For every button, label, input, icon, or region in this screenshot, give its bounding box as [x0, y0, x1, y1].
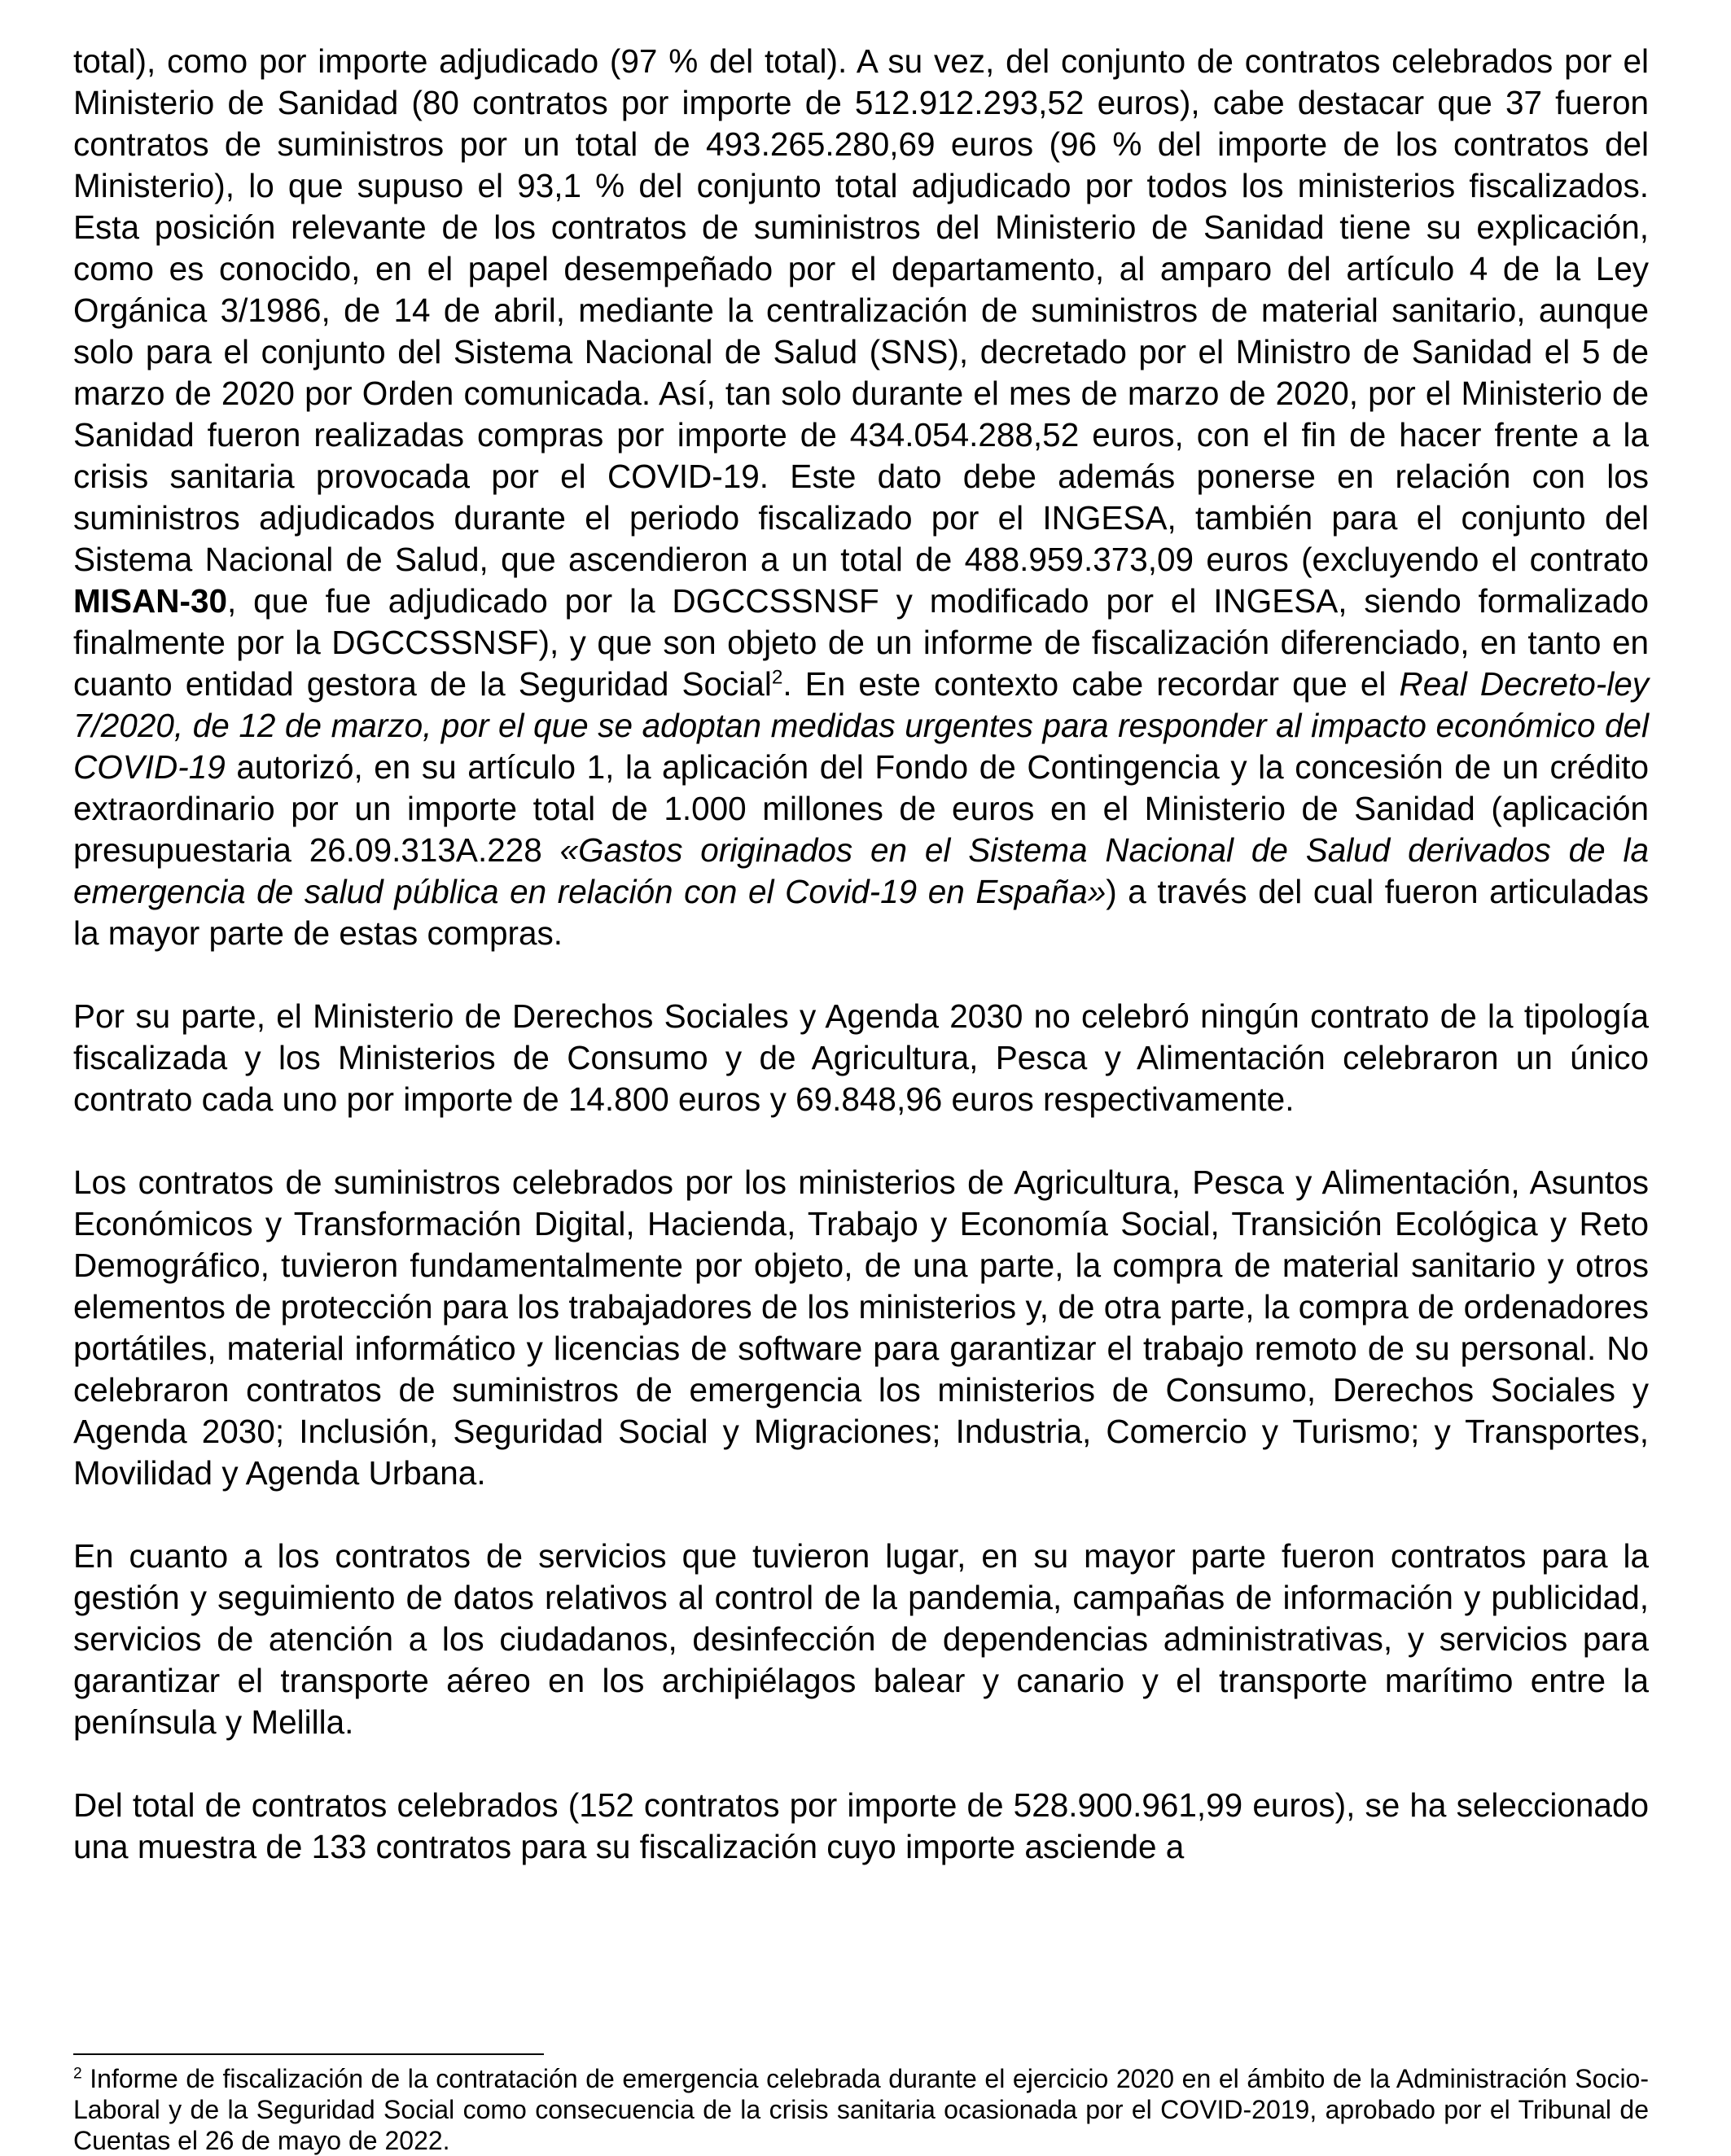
text-run: Del total de contratos celebrados (152 contratos por importe de 528.900.961,99 euros), se ha seleccionado una muestra de 133 contratos para su fiscalización cuyo importe asciende a — [73, 1786, 1649, 1865]
text-run: , que fue adjudicado por la DGCCSSNSF y modificado por el INGESA, siendo formalizado finalmente por la DGCCSSNSF), y que son objeto de un informe de fiscalización diferenciado, en tanto en cuanto entidad gestora de la Seguridad Social — [73, 582, 1649, 703]
text-run: Por su parte, el Ministerio de Derechos Sociales y Agenda 2030 no celebró ningún contrato de la tipología fiscalizada y los Ministerios de Consumo y de Agricultura, Pesca y Alimentación celebraron un único contrato cada uno por importe de 14.800 euros y 69.848,96 euros respectivamente. — [73, 997, 1649, 1118]
budget-line-italic: «Gastos originados en el Sistema Nacional de Salud derivados de la emergencia de salud pública en relación con el Covid-19 en España» — [73, 831, 1650, 910]
footnote-text: Informe de fiscalización de la contratación de emergencia celebrada durante el ejercicio 2020 en el ámbito de la Administración Socio-Laboral y de la Seguridad Social como consecuencia de la crisis sanitaria ocasionada por el COVID-2019, aprobado por el Tribunal de Cuentas el 26 de mayo de 2022. — [73, 2064, 1649, 2155]
paragraph-2 — [73, 996, 1649, 1120]
footnote-number: 2 — [73, 2065, 82, 2083]
text-run: autorizó, en su artículo 1, la aplicación del Fondo de Contingencia y la concesión de un crédito extraordinario por un importe total de 1.000 millones de euros en el Ministerio de Sanidad (aplicación presupuestaria 26.09.313A.228 — [73, 748, 1649, 869]
text-run: total), como por importe adjudicado (97 % del total). A su vez, del conjunto de contratos celebrados por el Ministerio de Sanidad (80 contratos por importe de 512.912.293,52 euros), cabe destacar que 37 fueron contratos de suministros por un total de 493.265.280,69 euros (96 % del importe de los contratos del Ministerio), lo que supuso el 93,1 % del conjunto total adjudicado por todos los ministerios fiscalizados. Esta posición relevante de los contratos de suministros del Ministerio de Sanidad tiene su explicación, como es conocido, en el papel desempeñado por el departamento, al amparo del artículo 4 de la Ley Orgánica 3/1986, de 14 de abril, mediante la centralización de suministros de material sanitario, aunque solo para el conjunto del Sistema Nacional de Salud (SNS), decretado por el Ministro de Sanidad el 5 de marzo de 2020 por Orden comunicada. Así, tan solo durante el mes de marzo de 2020, por el Ministerio de Sanidad fueron realizadas compras por importe de 434.054.288,52 euros, con el fin de hacer frente a la crisis sanitaria provocada por el COVID-19. Este dato debe además ponerse en relación con los suministros adjudicados durante el periodo fiscalizado por el INGESA, también para el conjunto del Sistema Nacional de Salud, que ascendieron a un total de 488.959.373,09 euros (excluyendo el contrato — [73, 42, 1649, 578]
footnote-separator — [73, 2053, 544, 2055]
text-run: ) a través del cual fueron articuladas la mayor parte de estas compras. — [73, 873, 1649, 952]
paragraph-5 — [73, 1785, 1649, 1868]
footnote-marker[interactable]: 2 — [771, 666, 783, 689]
law-title-italic: Real Decreto-ley 7/2020, de 12 de marzo, por el que se adoptan medidas urgentes para responder al impacto económico del COVID-19 — [73, 665, 1650, 786]
footnote — [73, 2063, 1649, 2156]
paragraph-4 — [73, 1536, 1649, 1743]
paragraph-1 — [73, 41, 1649, 954]
contract-reference-bold: MISAN-30 — [73, 582, 228, 620]
text-run: . En este contexto cabe recordar que el — [782, 665, 1400, 703]
text-run: Los contratos de suministros celebrados por los ministerios de Agricultura, Pesca y Alimentación, Asuntos Económicos y Transformación Digital, Hacienda, Trabajo y Economía Social, Transición Ecológica y Reto Demográfico, tuvieron fundamentalmente por objeto, de una parte, la compra de material sanitario y otros elementos de protección para los trabajadores de los ministerios y, de otra parte, la compra de ordenadores portátiles, material informático y licencias de software para garantizar el trabajo remoto de su personal. No celebraron contratos de suministros de emergencia los ministerios de Consumo, Derechos Sociales y Agenda 2030; Inclusión, Seguridad Social y Migraciones; Industria, Comercio y Turismo; y Transportes, Movilidad y Agenda Urbana. — [73, 1163, 1649, 1492]
document-body — [73, 41, 1649, 1868]
text-run: En cuanto a los contratos de servicios que tuvieron lugar, en su mayor parte fueron contratos para la gestión y seguimiento de datos relativos al control de la pandemia, campañas de información y publicidad, servicios de atención a los ciudadanos, desinfección de dependencias administrativas, y servicios para garantizar el transporte aéreo en los archipiélagos balear y canario y el transporte marítimo entre la península y Melilla. — [73, 1537, 1649, 1741]
paragraph-3 — [73, 1162, 1649, 1494]
